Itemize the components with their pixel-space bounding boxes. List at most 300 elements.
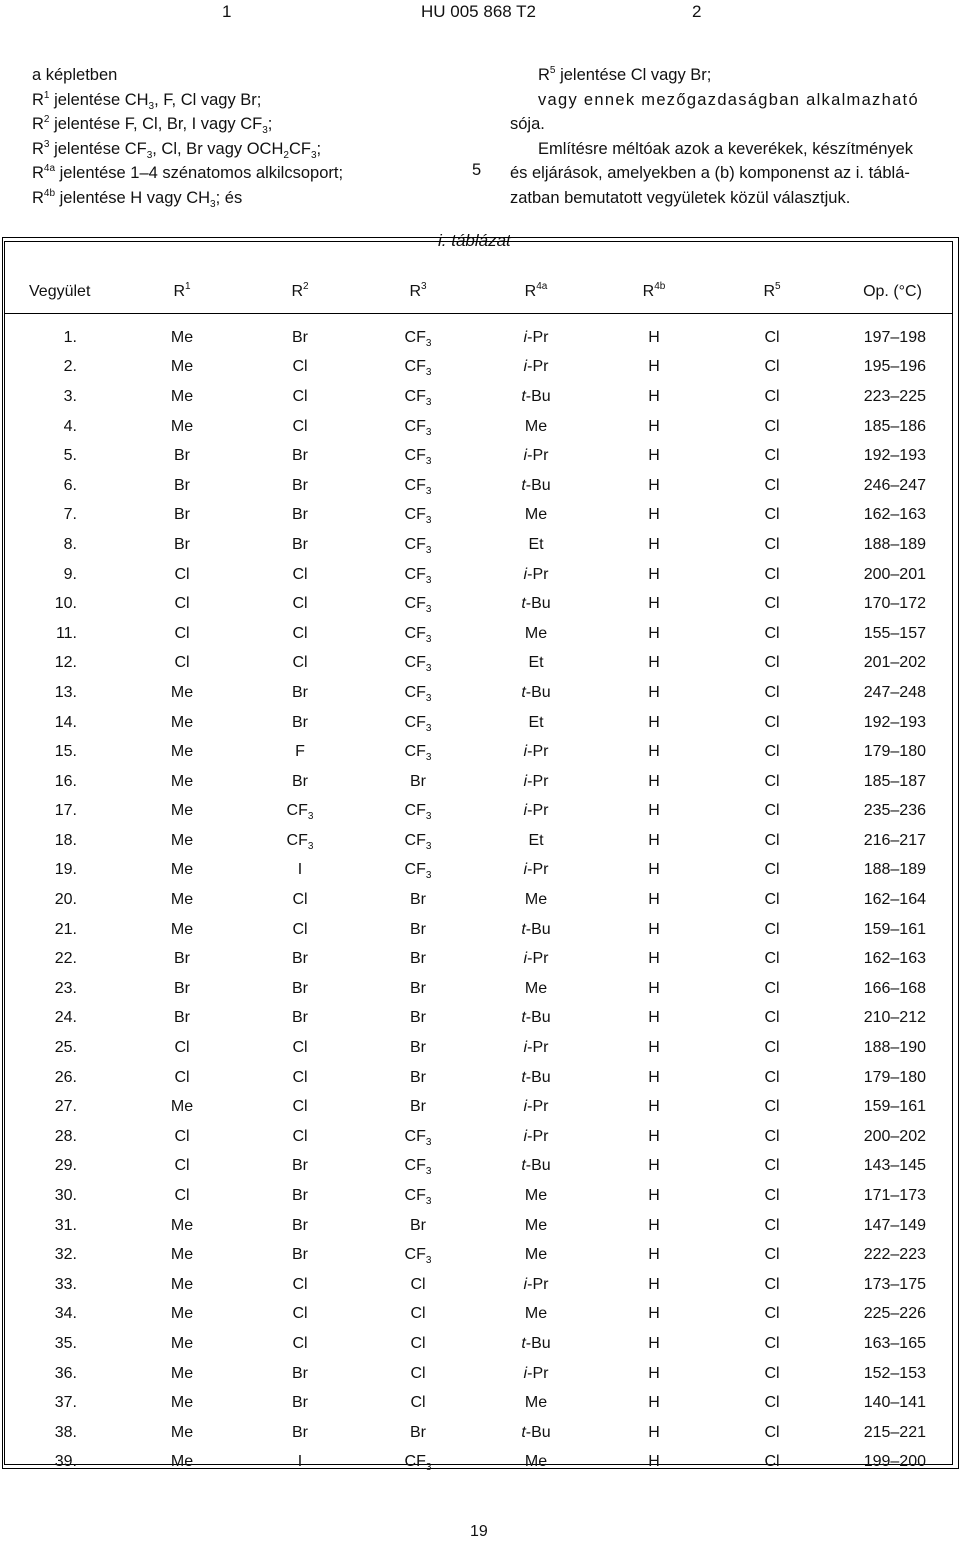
table-cell: Cl (764, 1009, 780, 1027)
table-cell: 147–149 (863, 1216, 926, 1234)
table-row (5, 649, 954, 679)
table-cell: Me (170, 891, 194, 909)
table-cell: Et (528, 654, 544, 672)
table-cell: H (648, 1423, 660, 1441)
table-cell: Br (292, 1364, 308, 1382)
table-cell: H (648, 595, 660, 613)
table-cell: 173–175 (863, 1275, 926, 1293)
table-row (5, 619, 954, 649)
table-cell: 152–153 (863, 1364, 926, 1382)
table-cell: H (648, 387, 660, 405)
table-row (5, 1300, 954, 1330)
table-cell: Cl (764, 1394, 780, 1412)
document-id: HU 005 868 T2 (421, 2, 536, 21)
table-cell: H (648, 1098, 660, 1116)
table-cell: Cl (764, 387, 780, 405)
table-row (5, 471, 954, 501)
table-cell: i-Pr (523, 447, 549, 465)
table-cell: t-Bu (521, 1423, 551, 1441)
table-cell: H (648, 683, 660, 701)
table-cell: $CF_3$ (404, 387, 432, 408)
table-cell: 20. (54, 891, 77, 909)
table-cell: Br (174, 950, 190, 968)
table-cell: Me (524, 1246, 548, 1264)
table-cell: Me (524, 506, 548, 524)
table-header-row (5, 271, 954, 313)
table-cell: Br (292, 1246, 308, 1264)
table-cell: H (648, 565, 660, 583)
table-cell: $CF_3$ (404, 417, 432, 438)
table-cell: Br (410, 891, 426, 909)
table-cell: Br (292, 772, 308, 790)
table-cell: Br (292, 713, 308, 731)
table-row (5, 797, 954, 827)
table-cell: H (648, 506, 660, 524)
table-row (5, 1122, 954, 1152)
table-cell: H (648, 654, 660, 672)
table-cell: Cl (764, 1453, 780, 1471)
table-cell: $CF_3$ (404, 1157, 432, 1178)
table-cell: 2. (63, 358, 77, 376)
table-cell: 215–221 (863, 1423, 926, 1441)
table-cell: H (648, 920, 660, 938)
table-cell: H (648, 1039, 660, 1057)
table-cell: Cl (764, 920, 780, 938)
table-cell: $CF_3$ (404, 1187, 432, 1208)
table-cell: 23. (54, 979, 77, 997)
table-cell: H (648, 861, 660, 879)
table-cell: Me (170, 1394, 194, 1412)
table-cell: $CF_3$ (404, 802, 432, 823)
table-cell: Cl (764, 802, 780, 820)
table-cell: Cl (764, 683, 780, 701)
table-cell: Cl (174, 565, 190, 583)
table-cell: 185–186 (863, 417, 926, 435)
table-cell: Cl (174, 1187, 190, 1205)
table-cell: 25. (54, 1039, 77, 1057)
table-cell: Br (410, 1423, 426, 1441)
left-column (32, 63, 432, 211)
table-cell: Me (170, 920, 194, 938)
table-cell: H (648, 891, 660, 909)
table-cell: H (648, 772, 660, 790)
table-row (5, 885, 954, 915)
table-cell: Br (174, 1009, 190, 1027)
table-cell: t-Bu (521, 1068, 551, 1086)
table-row (5, 1181, 954, 1211)
table-cell: i-Pr (523, 1039, 549, 1057)
table-row (5, 530, 954, 560)
table-cell: 29. (54, 1157, 77, 1175)
table-cell: I (297, 1453, 303, 1471)
table-cell: Cl (292, 565, 308, 583)
table-cell: i-Pr (523, 1098, 549, 1116)
table-cell: Me (524, 624, 548, 642)
table-cell: 22. (54, 950, 77, 968)
definition-r5: $R^5$ jelentése Cl vagy Br; (538, 65, 712, 84)
table-cell: Cl (764, 1305, 780, 1323)
table-cell: 225–226 (863, 1305, 926, 1323)
table-cell: Me (170, 1305, 194, 1323)
table-cell: Br (174, 979, 190, 997)
table-cell: Cl (410, 1334, 426, 1352)
table-cell: 235–236 (863, 802, 926, 820)
table-cell: $CF_3$ (404, 476, 432, 497)
table-cell: H (648, 1009, 660, 1027)
table-cell: Me (524, 1453, 548, 1471)
table-cell: Cl (764, 861, 780, 879)
table-cell: H (648, 1305, 660, 1323)
table-cell: Cl (764, 979, 780, 997)
table-cell: Br (292, 1216, 308, 1234)
column-header: $R^2$ (291, 281, 309, 300)
table-cell: Cl (764, 328, 780, 346)
table-cell: 223–225 (863, 387, 926, 405)
table-cell: Me (170, 1453, 194, 1471)
table-cell: Cl (292, 624, 308, 642)
table-cell: Cl (292, 417, 308, 435)
table-row (5, 767, 954, 797)
table-cell: $CF_3$ (404, 506, 432, 527)
table-cell: i-Pr (523, 950, 549, 968)
table-cell: 38. (54, 1423, 77, 1441)
table-row (5, 974, 954, 1004)
table-cell: Cl (410, 1394, 426, 1412)
table-cell: 31. (54, 1216, 77, 1234)
table-cell: 5. (63, 447, 77, 465)
table-row (5, 382, 954, 412)
table-cell: $CF_3$ (404, 683, 432, 704)
table-cell: Me (170, 861, 194, 879)
table-row (5, 560, 954, 590)
table-cell: Cl (764, 1364, 780, 1382)
table-cell: Me (170, 743, 194, 761)
table-cell: Br (410, 920, 426, 938)
column-header: Vegyület (29, 283, 91, 300)
table-row (5, 1004, 954, 1034)
table-cell: 34. (54, 1305, 77, 1323)
table-cell: H (648, 743, 660, 761)
table-cell: H (648, 417, 660, 435)
table-cell: H (648, 328, 660, 346)
table-cell: H (648, 979, 660, 997)
table-cell: Cl (764, 772, 780, 790)
table-cell: Cl (764, 447, 780, 465)
table-cell: $CF_3$ (404, 1127, 432, 1148)
table-row (5, 353, 954, 383)
table-cell: H (648, 1216, 660, 1234)
table-caption: i. táblázat (438, 231, 511, 250)
table-cell: 15. (54, 743, 77, 761)
definition-r1: $R^1$ jelentése $CH_3$, F, Cl vagy Br; (32, 89, 262, 112)
table-cell: 162–163 (863, 950, 926, 968)
table-cell: 179–180 (863, 743, 926, 761)
table-cell: Me (170, 1216, 194, 1234)
column-header: $R^3$ (409, 281, 427, 300)
table-cell: i-Pr (523, 861, 549, 879)
table-cell: Cl (764, 506, 780, 524)
table-cell: Me (170, 772, 194, 790)
table-cell: Br (174, 447, 190, 465)
table-cell: Cl (764, 743, 780, 761)
table-cell: 9. (63, 565, 77, 583)
compound-table (5, 271, 954, 1477)
table-row (5, 1329, 954, 1359)
table-cell: H (648, 713, 660, 731)
table-cell: 4. (63, 417, 77, 435)
table-cell: H (648, 1246, 660, 1264)
table-cell: 33. (54, 1275, 77, 1293)
table-cell: Me (170, 387, 194, 405)
table-cell: 159–161 (863, 920, 926, 938)
table-cell: Et (528, 713, 544, 731)
table-cell: 11. (55, 624, 77, 642)
table-cell: Cl (292, 1039, 308, 1057)
table-cell: 10. (54, 595, 77, 613)
table-cell: I (297, 861, 303, 879)
table-row (5, 441, 954, 471)
table-cell: Cl (174, 1157, 190, 1175)
table-cell: Et (528, 831, 544, 849)
table-cell: t-Bu (521, 1334, 551, 1352)
table-cell: $CF_3$ (404, 743, 432, 764)
column-header: $R^{4b}$ (642, 281, 666, 300)
table-row (5, 1240, 954, 1270)
table-cell: Me (170, 328, 194, 346)
paragraph-line-2: és eljárások, amelyekben a (b) komponenst az i. táblá- (510, 164, 910, 183)
table-cell: 12. (54, 654, 77, 672)
table-cell: 200–201 (863, 565, 926, 583)
table-cell: t-Bu (521, 920, 551, 938)
table-cell: Cl (292, 595, 308, 613)
table-cell: 188–189 (863, 535, 926, 553)
table-cell: 162–163 (863, 506, 926, 524)
table-cell: Me (170, 417, 194, 435)
table-cell: Cl (764, 831, 780, 849)
table-cell: Br (410, 1068, 426, 1086)
table-cell: Br (292, 1187, 308, 1205)
table-cell: 210–212 (863, 1009, 926, 1027)
table-cell: Me (170, 358, 194, 376)
definition-r2: $R^2$ jelentése F, Cl, Br, I vagy $CF_3$; (32, 114, 273, 137)
table-row (5, 826, 954, 856)
table-cell: Br (292, 447, 308, 465)
table-cell: Cl (292, 1098, 308, 1116)
table-row (5, 1418, 954, 1448)
table-cell: Br (410, 772, 426, 790)
table-cell: Cl (764, 1334, 780, 1352)
column-header: $R^5$ (763, 281, 781, 300)
table-cell: H (648, 535, 660, 553)
table-row (5, 1359, 954, 1389)
table-cell: Me (170, 713, 194, 731)
table-cell: $CF_3$ (286, 831, 314, 852)
table-cell: Cl (764, 476, 780, 494)
table-cell: H (648, 950, 660, 968)
table-row (5, 1033, 954, 1063)
table-row (5, 737, 954, 767)
table-cell: t-Bu (521, 595, 551, 613)
table-cell: Me (170, 1098, 194, 1116)
table-cell: Cl (292, 387, 308, 405)
table-cell: Me (170, 802, 194, 820)
table-cell: Br (292, 328, 308, 346)
table-row (5, 589, 954, 619)
table-cell: i-Pr (523, 1364, 549, 1382)
table-cell: 155–157 (863, 624, 926, 642)
table-cell: 222–223 (863, 1246, 926, 1264)
page-number-right: 2 (692, 2, 702, 21)
table-cell: Me (170, 1423, 194, 1441)
table-cell: $CF_3$ (404, 358, 432, 379)
table-cell: 14. (54, 713, 77, 731)
table-cell: Me (170, 683, 194, 701)
table-cell: 13. (54, 683, 77, 701)
salt-text-end: sója. (510, 115, 545, 134)
table-cell: Br (410, 1039, 426, 1057)
table-cell: Cl (410, 1364, 426, 1382)
table-cell: 179–180 (863, 1068, 926, 1086)
table-cell: t-Bu (521, 1009, 551, 1027)
table-cell: $CF_3$ (404, 447, 432, 468)
table-cell: Cl (292, 891, 308, 909)
table-row (5, 1448, 954, 1478)
table-row (5, 412, 954, 442)
table-cell: Me (170, 1275, 194, 1293)
table-cell: Br (410, 950, 426, 968)
table-cell: Cl (764, 535, 780, 553)
column-header: $R^1$ (173, 281, 191, 300)
table-cell: Br (174, 476, 190, 494)
table-cell: Me (170, 831, 194, 849)
table-cell: 28. (54, 1127, 77, 1145)
table-cell: Me (524, 1216, 548, 1234)
table-cell: Cl (764, 1216, 780, 1234)
line-number: 5 (472, 161, 482, 179)
table-cell: Cl (764, 1068, 780, 1086)
table-cell: Me (524, 1394, 548, 1412)
table-cell: Br (292, 1009, 308, 1027)
table-cell: $CF_3$ (404, 328, 432, 349)
table-cell: Me (170, 1246, 194, 1264)
table-cell: 199–200 (863, 1453, 926, 1471)
table-cell: H (648, 1275, 660, 1293)
table-cell: Me (524, 1187, 548, 1205)
table-cell: 19. (54, 861, 77, 879)
table-cell: 8. (63, 535, 77, 553)
definition-r4a: $R^{4a}$ jelentése 1–4 szénatomos alkilcsoport; (32, 163, 344, 183)
footer-page-number: 19 (470, 1523, 488, 1540)
table-cell: i-Pr (523, 743, 549, 761)
table-cell: i-Pr (523, 772, 549, 790)
table-cell: Cl (764, 950, 780, 968)
table-cell: 159–161 (863, 1098, 926, 1116)
table-cell: i-Pr (523, 358, 549, 376)
table-cell: H (648, 831, 660, 849)
table-cell: 246–247 (863, 476, 926, 494)
table-cell: Cl (764, 417, 780, 435)
table-row (5, 313, 954, 353)
table-cell: Me (170, 1364, 194, 1382)
table-cell: 16. (54, 772, 77, 790)
table-cell: Br (174, 535, 190, 553)
table-cell: H (648, 1453, 660, 1471)
table-cell: $CF_3$ (404, 565, 432, 586)
table-row (5, 944, 954, 974)
table-cell: Br (292, 979, 308, 997)
table-cell: Cl (174, 1127, 190, 1145)
table-cell: Me (524, 1305, 548, 1323)
table-cell: 30. (54, 1187, 77, 1205)
table-cell: 166–168 (863, 979, 926, 997)
table-row (5, 1092, 954, 1122)
table-cell: 36. (54, 1364, 77, 1382)
table-cell: 7. (63, 506, 77, 524)
table-cell: 201–202 (863, 654, 926, 672)
table-cell: Cl (764, 1423, 780, 1441)
table-cell: $CF_3$ (404, 535, 432, 556)
table-cell: $CF_3$ (404, 1453, 432, 1474)
table-cell: Cl (764, 891, 780, 909)
table-cell: Br (292, 476, 308, 494)
table-cell: H (648, 1334, 660, 1352)
table-cell: 247–248 (863, 683, 926, 701)
table-cell: t-Bu (521, 683, 551, 701)
table-cell: 170–172 (863, 595, 926, 613)
table-cell: Me (524, 891, 548, 909)
table-cell: 26. (54, 1068, 77, 1086)
table-cell: t-Bu (521, 476, 551, 494)
table-cell: 140–141 (863, 1394, 926, 1412)
table-cell: Cl (292, 1305, 308, 1323)
table-row (5, 1211, 954, 1241)
table-cell: 163–165 (863, 1334, 926, 1352)
table-cell: $CF_3$ (404, 624, 432, 645)
table-cell: 37. (54, 1394, 77, 1412)
table-cell: i-Pr (523, 565, 549, 583)
table-cell: H (648, 1394, 660, 1412)
table-row (5, 1063, 954, 1093)
table-cell: Cl (764, 595, 780, 613)
table-cell: 32. (54, 1246, 77, 1264)
table-cell: 3. (63, 387, 77, 405)
table-cell: 143–145 (863, 1157, 926, 1175)
table-cell: Br (292, 1157, 308, 1175)
table-cell: 1. (63, 328, 77, 346)
table-cell: Cl (764, 565, 780, 583)
table-cell: 24. (54, 1009, 77, 1027)
table-cell: Br (292, 683, 308, 701)
table-cell: Cl (764, 1246, 780, 1264)
table-cell: Me (524, 417, 548, 435)
table-cell: $CF_3$ (404, 831, 432, 852)
intro-text: a képletben (32, 66, 118, 84)
table-cell: Me (170, 1334, 194, 1352)
table-cell: Cl (410, 1305, 426, 1323)
table-row (5, 678, 954, 708)
table-cell: H (648, 1157, 660, 1175)
table-cell: 195–196 (863, 358, 926, 376)
table-cell: 192–193 (863, 713, 926, 731)
table-cell: Cl (764, 1127, 780, 1145)
page-number-left: 1 (222, 2, 232, 21)
table-cell: Br (292, 1423, 308, 1441)
table-row (5, 1152, 954, 1182)
table-cell: 171–173 (863, 1187, 926, 1205)
table-cell: Cl (764, 358, 780, 376)
table-cell: Br (292, 506, 308, 524)
table-cell: H (648, 1127, 660, 1145)
